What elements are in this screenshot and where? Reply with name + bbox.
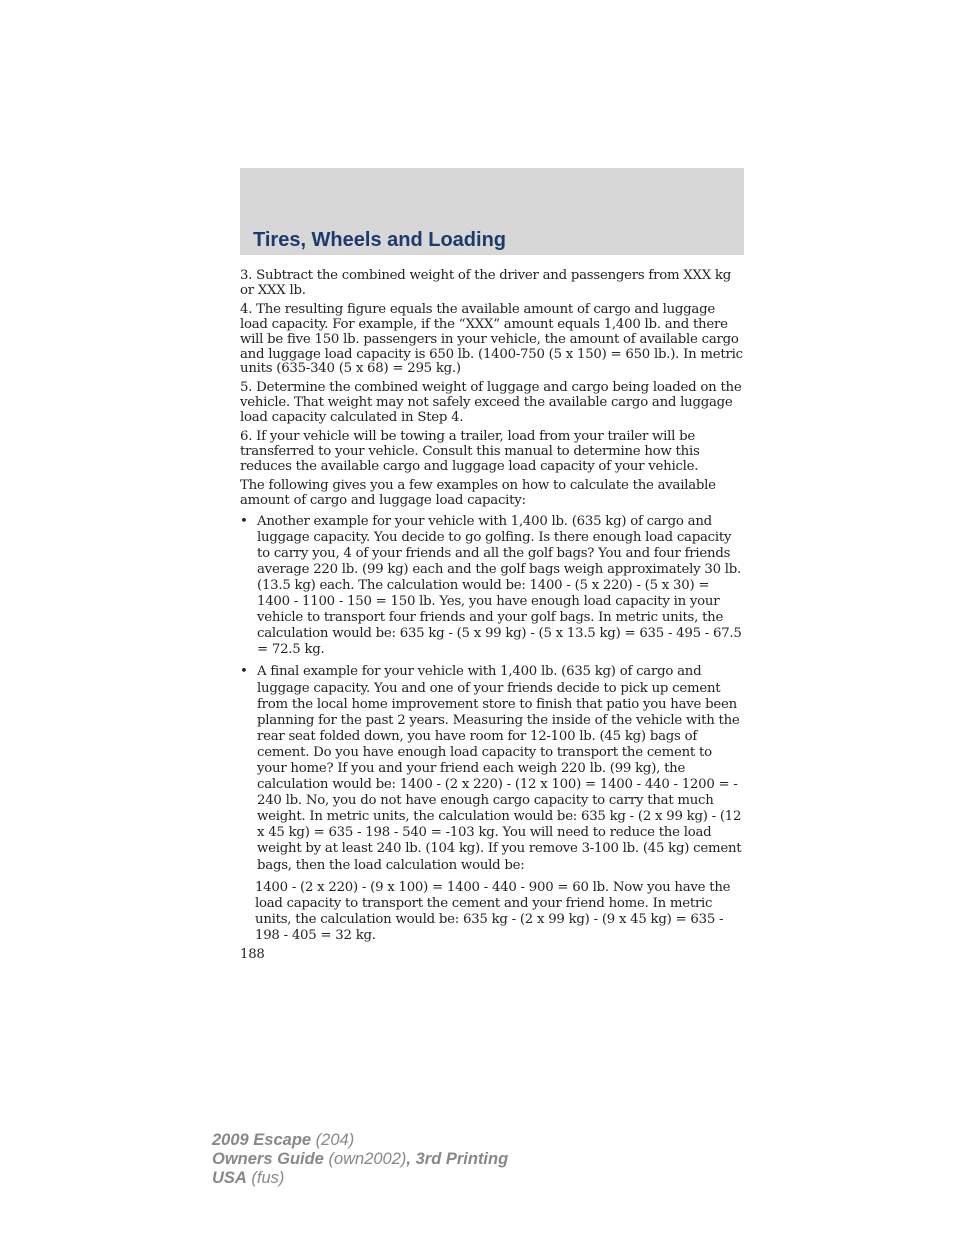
examples-intro-paragraph: The following gives you a few examples on how to calculate the available amount of cargo and luggage load capacity:: [240, 477, 716, 508]
footer-model-code: (204): [311, 1131, 355, 1149]
calculation-continuation-paragraph: 1400 - (2 x 220) - (9 x 100) = 1400 - 440 - 900 = 60 lb. Now you have the load capacity to transport the cement and your friend home. In metric units, the calculation would be: 635 kg - (2 x 99 kg) - (9 x 45 kg) = 635 - 198 - 405 = 32 kg.: [255, 879, 731, 943]
footer-market-code: (fus): [246, 1169, 285, 1187]
list-item: [240, 514, 745, 659]
footer-model: 2009 Escape: [212, 1131, 312, 1149]
step-6-paragraph: 6. If your vehicle will be towing a trailer, load from your trailer will be transferred to your vehicle. Consult this manual to determine how this reduces the available cargo and luggage load capacity of your vehicle.: [240, 429, 700, 474]
section-header-band: [240, 168, 744, 255]
step-3-paragraph: 3. Subtract the combined weight of the driver and passengers from XXX kg or XXX lb.: [240, 268, 731, 298]
examples-list: [240, 514, 745, 874]
step-5-paragraph: 5. Determine the combined weight of luggage and cargo being loaded on the vehicle. That weight may not safely exceed the available cargo and luggage load capacity calculated in Step 4.: [240, 380, 742, 426]
footer-guide: Owners Guide: [212, 1150, 324, 1168]
list-item: [240, 664, 745, 873]
list-item-text: A final example for your vehicle with 1,400 lb. (635 kg) of cargo and luggage capacity. You and one of your friends decide to pick up cement from the local home improvement store to finish that patio you have been planning for the past 2 years. Measuring the inside of the vehicle with the rear seat folded down, you have room for 12-100 lb. (45 kg) bags of cement. Do you have enough load capacity to transport the cement to your home? If you and your friend each weigh 220 lb. (99 kg), the calculation would be: 1400 - (2 x 220) - (12 x 100) = 1400 - 440 - 1200 = - 240 lb. No, you do not have enough cargo capacity to carry that much weight. In metric units, the calculation would be: 635 kg - (2 x 99 kg) - (12 x 45 kg) = 635 - 198 - 540 = -103 kg. You will need to reduce the load weight by at least 240 lb. (104 kg). If you remove 3-100 lb. (45 kg) cement bags, then the load calculation would be:: [257, 664, 742, 873]
section-title: Tires, Wheels and Loading: [253, 229, 507, 251]
step-4-paragraph: 4. The resulting figure equals the available amount of cargo and luggage load capacity. For example, if the “XXX” amount equals 1,400 lb. and there will be five 150 lb. passengers in your vehicle, the amount of available cargo and luggage load capacity is 650 lb. (1400-750 (5 x 150) = 650 lb.). In metric units (635-340 (5 x 68) = 295 kg.): [240, 301, 743, 377]
footer-line-market: [212, 1169, 508, 1188]
list-item-text: Another example for your vehicle with 1,400 lb. (635 kg) of cargo and luggage capacity. You decide to go golfing. Is there enough load capacity to carry you, 4 of your friends and all the golf bags? You and four friends average 220 lb. (99 kg) each and the golf bags weigh approximately 30 lb. (13.5 kg) each. The calculation would be: 1400 - (5 x 220) - (5 x 30) = 1400 - 1100 - 150 = 150 lb. Yes, you have enough load capacity in your vehicle to transport four friends and your golf bags. In metric units, the calculation would be: 635 kg - (5 x 99 kg) - (5 x 13.5 kg) = 635 - 495 - 67.5 = 72.5 kg.: [257, 513, 742, 658]
page-content: [240, 269, 745, 967]
print-footer: [212, 1131, 508, 1188]
footer-line-guide: [212, 1150, 508, 1169]
footer-market: USA: [212, 1169, 247, 1187]
footer-printing: , 3rd Printing: [406, 1150, 509, 1168]
bullet-icon: •: [240, 664, 248, 680]
bullet-icon: •: [240, 513, 248, 529]
footer-line-model: [212, 1131, 508, 1150]
page-number: 188: [240, 947, 265, 963]
footer-guide-code: (own2002): [323, 1150, 407, 1168]
